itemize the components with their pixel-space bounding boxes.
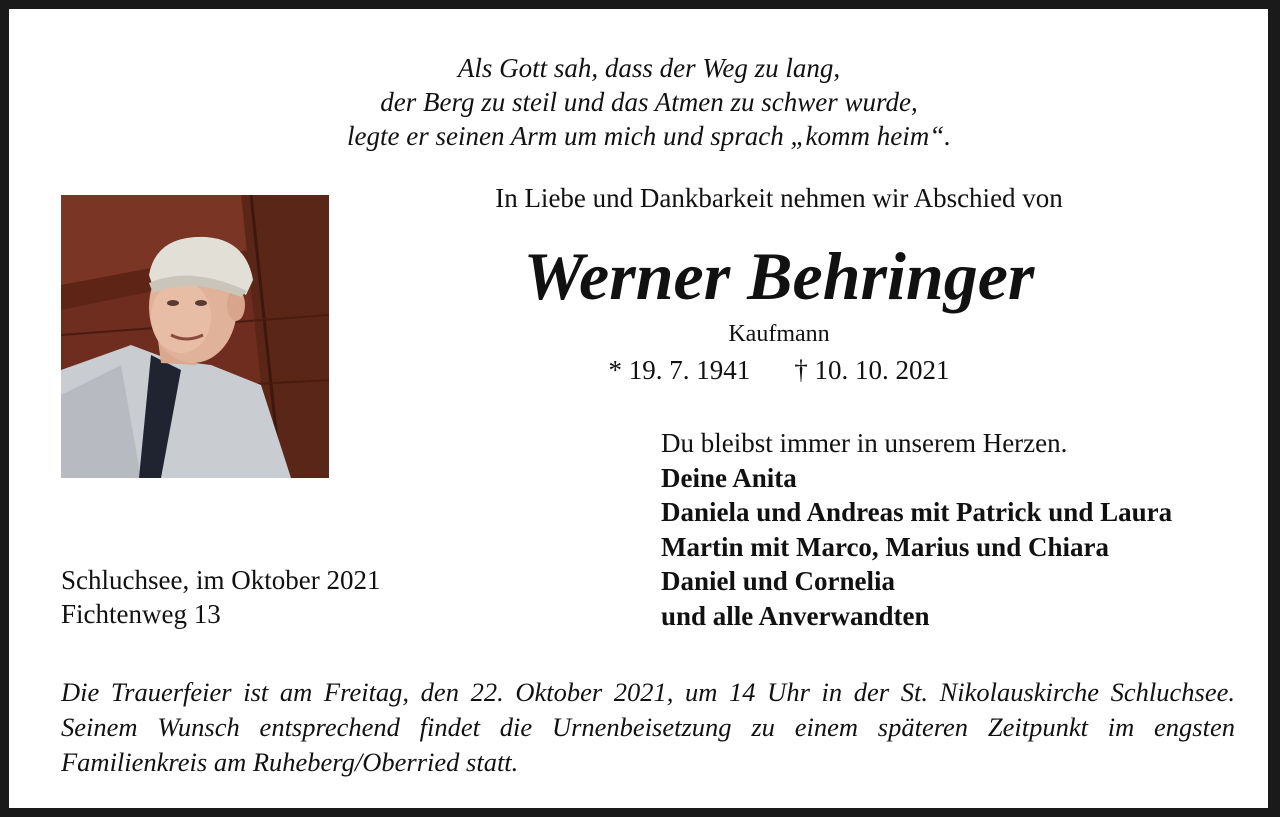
poem bbox=[209, 51, 1089, 153]
mourner-name: Deine Anita bbox=[661, 462, 797, 493]
death-date: † 10. 10. 2021 bbox=[794, 355, 950, 385]
mourner-name: Martin mit Marco, Marius und Chiara bbox=[661, 531, 1109, 562]
mourner-name: Daniel und Cornelia bbox=[661, 566, 896, 596]
birth-date: * 19. 7. 1941 bbox=[608, 355, 751, 385]
service-line: Seinem Wunsch entsprechend findet die Urnenbeisetzung zu einem späteren Zeitpunkt im engsten bbox=[61, 712, 1235, 742]
location-block bbox=[61, 563, 380, 631]
service-line: Die Trauerfeier ist am Freitag, den 22. Oktober 2021, um 14 Uhr in der St. Nikolauskirche Schluchsee. bbox=[61, 677, 1235, 707]
mourner-name: Daniela und Andreas mit Patrick und Laura bbox=[661, 497, 1173, 527]
poem-line: der Berg zu steil und das Atmen zu schwer wurde, bbox=[380, 87, 918, 117]
address: Fichtenweg 13 bbox=[61, 599, 221, 629]
mourner-name: und alle Anverwandten bbox=[661, 600, 930, 631]
farewell-intro: In Liebe und Dankbarkeit nehmen wir Abschied von bbox=[495, 183, 1063, 213]
place-and-date: Schluchsee, im Oktober 2021 bbox=[61, 565, 381, 595]
deceased-profession: Kaufmann bbox=[728, 321, 830, 347]
closing-line: Du bleibst immer in unserem Herzen. bbox=[661, 428, 1068, 458]
poem-line: Als Gott sah, dass der Weg zu lang, bbox=[457, 53, 841, 83]
deceased-name: Werner Behringer bbox=[523, 238, 1035, 314]
mourners-block bbox=[661, 426, 1172, 633]
life-dates bbox=[349, 353, 1209, 387]
service-line: Familienkreis am Ruheberg/Oberried statt. bbox=[61, 747, 519, 777]
funeral-service-info bbox=[61, 675, 1235, 780]
poem-line: legte er seinen Arm um mich und sprach „komm heim“. bbox=[347, 121, 951, 151]
portrait-photo bbox=[61, 195, 329, 478]
